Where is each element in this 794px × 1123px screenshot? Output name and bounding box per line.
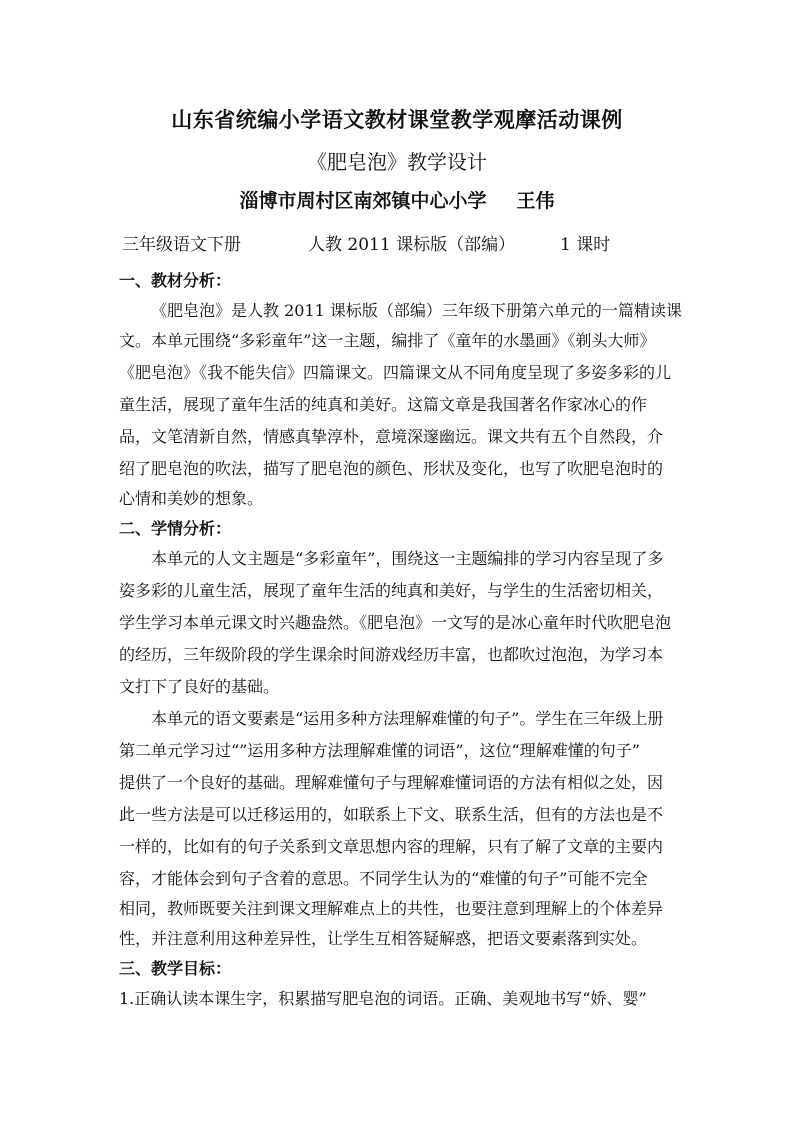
- paragraph-line: 《肥皂泡》是人教 2011 课标版（部编）三年级下册第六单元的一篇精读课: [151, 301, 682, 320]
- paragraph-line: 姿多彩的儿童生活，展现了童年生活的纯真和美好，与学生的生活密切相关，: [119, 581, 664, 600]
- document-title: 山东省统编小学语文教材课堂教学观摩活动课例: [171, 107, 623, 132]
- paragraph-line: 1.正确认读本课生字，积累描写肥皂泡的词语。正确、美观地书写“娇、婴”: [119, 989, 647, 1008]
- paragraph-line: 文。本单元围绕“多彩童年”这一主题，编排了《童年的水墨画》《剃头大师》: [119, 331, 656, 350]
- section-heading-textbook-analysis: 一、教材分析：: [119, 271, 232, 290]
- paragraph-line: 相同，教师既要关注到课文理解难点上的共性，也要注意到理解上的个体差异: [119, 899, 664, 918]
- paragraph-line: 提供了一个良好的基础。理解难懂句子与理解难懂词语的方法有相似之处，因: [119, 773, 664, 792]
- meta-duration: 1 课时: [560, 235, 611, 255]
- paragraph-line: 本单元的语文要素是“运用多种方法理解难懂的句子”。学生在三年级上册: [151, 709, 664, 728]
- document-subtitle: 《肥皂泡》教学设计: [307, 150, 487, 174]
- paragraph-line: 容，才能体会到句子含着的意思。不同学生认为的“难懂的句子”可能不完全: [119, 869, 648, 888]
- paragraph-line: 《肥皂泡》《我不能失信》四篇课文。四篇课文从不同角度呈现了多姿多彩的儿: [119, 363, 672, 382]
- paragraph-line: 一样的，比如有的句子关系到文章思想内容的理解，只有了解了文章的主要内: [119, 837, 664, 856]
- paragraph-line: 性，并注意利用这种差异性，让学生互相答疑解惑，把语文要素落到实处。: [119, 929, 648, 948]
- author-line: [0, 186, 794, 213]
- section-heading-teaching-goals: 三、教学目标：: [119, 959, 232, 978]
- section-heading-learner-analysis: 二、学情分析：: [119, 519, 232, 538]
- paragraph-line: 心情和美妙的想象。: [119, 489, 264, 508]
- author-name: 王伟: [516, 190, 555, 212]
- paragraph-line: 的经历，三年级阶段的学生课余时间游戏经历丰富，也都吹过泡泡，为学习本: [119, 645, 664, 664]
- paragraph-line: 童生活，展现了童年生活的纯真和美好。这篇文章是我国著名作家冰心的作: [119, 395, 648, 414]
- paragraph-line: 第二单元学习过“”运用多种方法理解难懂的词语”，这位“理解难懂的句子”: [119, 741, 640, 760]
- paragraph-line: 文打下了良好的基础。: [119, 677, 280, 696]
- meta-edition: 人教 2011 课标版（部编）: [308, 235, 516, 255]
- paragraph-line: 学生学习本单元课文时兴趣盎然。《肥皂泡》一文写的是冰心童年时代吹肥皂泡: [119, 613, 672, 632]
- paragraph-line: 绍了肥皂泡的吹法，描写了肥皂泡的颜色、形状及变化，也写了吹肥皂泡时的: [119, 459, 664, 478]
- meta-grade: 三年级语文下册: [122, 235, 241, 255]
- author-school: 淄博市周村区南郊镇中心小学: [239, 190, 487, 212]
- paragraph-line: 品，文笔清新自然，情感真挚淳朴，意境深邃幽远。课文共有五个自然段，介: [119, 427, 664, 446]
- paragraph-line: 此一些方法是可以迁移运用的，如联系上下文、联系生活，但有的方法也是不: [119, 805, 664, 824]
- paragraph-line: 本单元的人文主题是“多彩童年”，围绕这一主题编排的学习内容呈现了多: [151, 549, 664, 568]
